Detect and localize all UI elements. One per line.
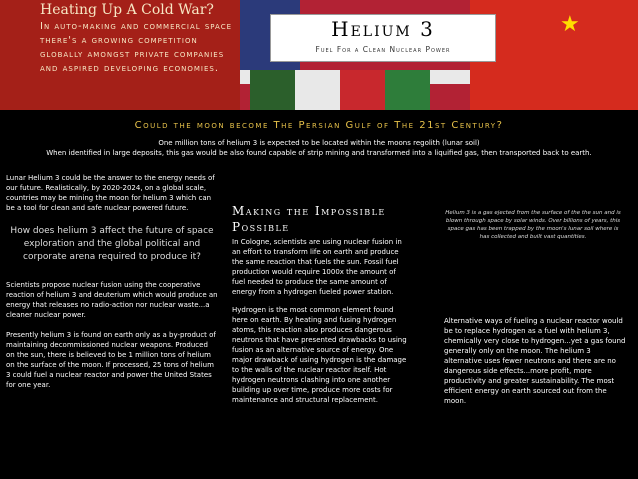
left-paragraph-2: Scientists propose nuclear fusion using the cooperative reaction of helium 3 and deuterium which would produce an energy that releases no radio-action nor nuclear waste...a cleaner nuclear power.: [6, 281, 218, 319]
middle-column: [232, 203, 407, 405]
pull-quote: How does helium 3 affect the future of space exploration and the global political and corporate arena required to produce it?: [10, 226, 214, 262]
image-caption: Helium 3 is a gas ejected from the surface of the the sun and is blown through space by solar winds. Over billions of years, this space gas has been trapped by the moon's lunar soil where is has collected and built vast quantities.: [445, 210, 621, 240]
star-icon: ★: [560, 12, 580, 37]
page-subtitle: Fuel For a Clean Nuclear Power: [315, 45, 451, 54]
middle-paragraph-1: In Cologne, scientists are using nuclear fusion in an effort to transform life on earth and produce the same reaction that fuels the sun. Fossil fuel production would require 1000x the amount of fuel needed to produce the same amount of energy from a hydrogen fueled power station.: [232, 238, 402, 296]
blurb-text: In auto-making and commercial space there's a growing competition globally amongst private companies and aspired developing economies.: [40, 21, 233, 74]
right-paragraph: Alternative ways of fueling a nuclear reactor would be to replace hydrogen as a fuel with helium 3, chemically very close to hydrogen...yet a gas found generally only on the moon. The helium 3 alternative uses fewer neutrons and there are no dangerous side effects...more profit, more productivity and greater sustainability. The most efficient energy on earth sourced out from the moon.: [444, 317, 626, 405]
left-intro: Lunar Helium 3 could be the answer to the energy needs of our future. Realistically, by 2020-2024, on a global scale, countries may be mining the moon for helium 3 which can be a tool for clean and safe nuclear powered future.: [6, 174, 215, 212]
section-title: Making the Impossible Possible: [232, 204, 386, 234]
blurb-title: Heating Up A Cold War?: [40, 2, 214, 18]
headline-sub-2: When identified in large deposits, this gas would be also found capable of strip mining and transformed into a liquified gas, then transported back to earth.: [46, 149, 592, 157]
title-box: [270, 14, 496, 62]
middle-paragraph-2: Hydrogen is the most common element found here on earth. By heating and fusing hydrogen atoms, this reaction also produces dangerous neutrons that have presented drawbacks to using fusion as an alternative source of energy. One major drawback of using hydrogen is the damage to the walls of the nuclear reactor itself. Hot hydrogen neutrons clashing into one another building up over time, produce more costs for maintenance and structural replacement.: [232, 306, 407, 404]
headline-sub-1: One million tons of helium 3 is expected to be located within the moons regolith (lunar soil): [158, 139, 480, 147]
left-column: [6, 173, 218, 390]
headline: Could the moon become The Persian Gulf of The 21st Century?: [134, 120, 504, 131]
page-title: Helium 3: [331, 17, 435, 41]
left-paragraph-3: Presently helium 3 is found on earth only as a by-product of maintaining decommissioned nuclear weapons. Produced on the sun, there is believed to be 1 million tons of helium on the surface of the moon. If processed, 25 tons of helium 3 could fuel a nuclear reactor and power the United States for one year.: [6, 331, 216, 389]
